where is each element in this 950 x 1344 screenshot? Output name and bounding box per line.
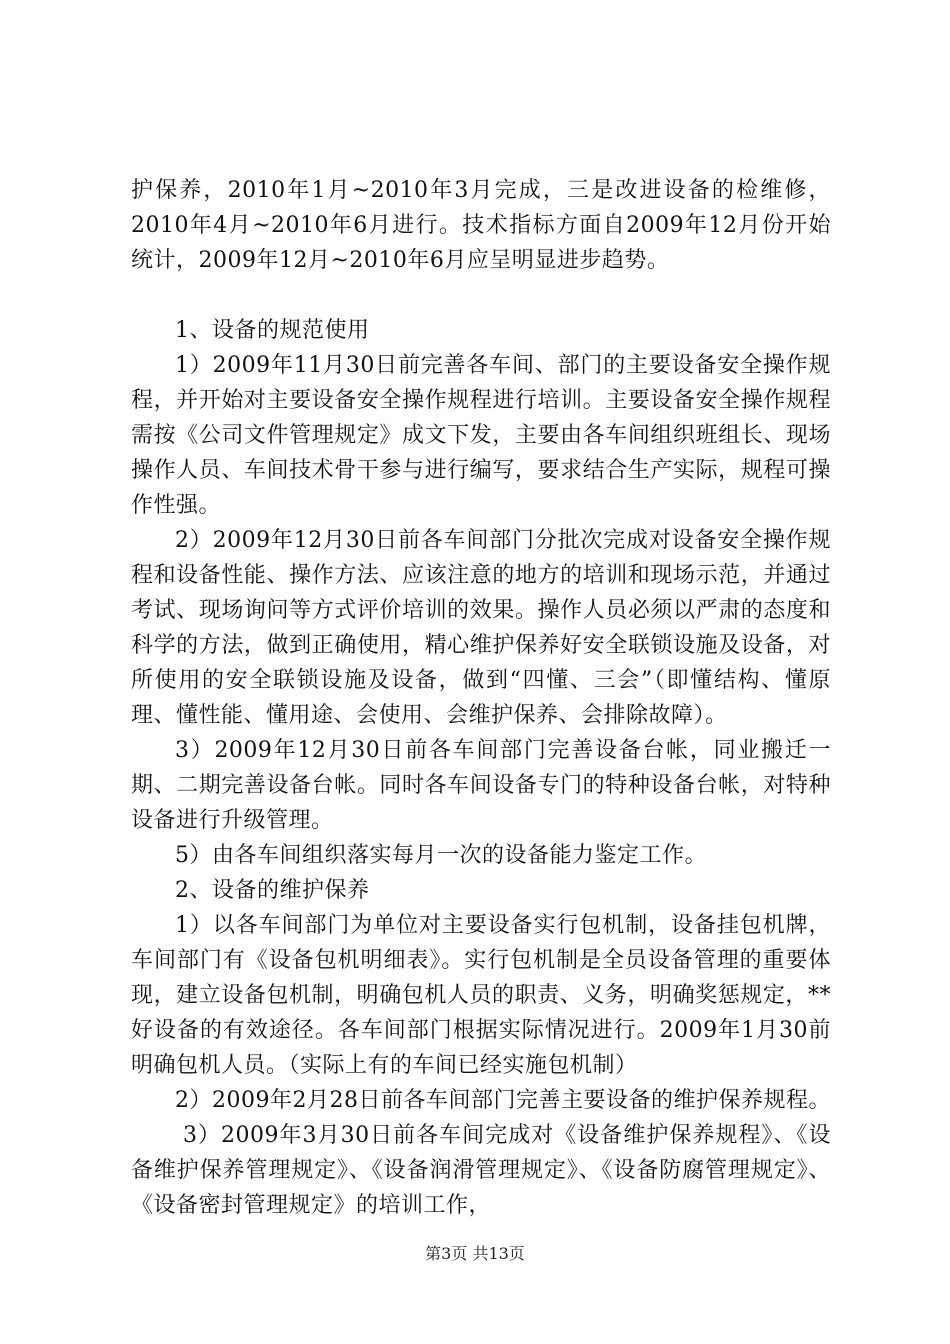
section-heading-usage: 1、设备的规范使用	[175, 318, 370, 343]
paragraph-item-3: 3）2009年12月30日前各车间部门完善设备台帐，同业搬迁一期、二期完善设备台帐。同时各车间设备专门的特种设备台帐，对特种设备进行升级管理。	[131, 738, 831, 833]
page-footer: 第3页 共13页	[425, 1244, 525, 1263]
paragraph-item-2: 2）2009年12月30日前各车间部门分批次完成对设备安全操作规程和设备性能、操作方法、应该注意的地方的培训和现场示范，并通过考试、现场询问等方式评价培训的效果。操作人员必须以严肃的态度和科学的方法，做到正确使用，精心维护保养好安全联锁设施及设备，对所使用的安全联锁设施及设备，做到“四懂、三会”（即懂结构、懂原理、懂性能、懂用途、会使用、会维护保养、会排除故障）。	[131, 528, 831, 728]
paragraph-item-1: 1）2009年11月30日前完善各车间、部门的主要设备安全操作规程，并开始对主要设备安全操作规程进行培训。主要设备安全操作规程需按《公司文件管理规定》成文下发，主要由各车间组织班组长、现场操作人员、车间技术骨干参与进行编写，要求结合生产实际，规程可操作性强。	[131, 353, 831, 518]
section-heading-maintenance: 2、设备的维护保养	[175, 878, 370, 903]
paragraph-item-5: 5）由各车间组织落实每月一次的设备能力鉴定工作。	[175, 843, 707, 868]
paragraph-maintenance-3: 3）2009年3月30日前各车间完成对《设备维护保养规程》、《设备维护保养管理规定》、《设备润滑管理规定》、《设备防腐管理规定》、《设备密封管理规定》的培训工作，	[131, 1123, 831, 1218]
paragraph-maintenance-2: 2）2009年2月28日前各车间部门完善主要设备的维护保养规程。	[175, 1088, 831, 1113]
paragraph-maintenance-1: 1）以各车间部门为单位对主要设备实行包机制，设备挂包机牌，车间部门有《设备包机明细表》。实行包机制是全员设备管理的重要体现，建立设备包机制，明确包机人员的职责、义务，明确奖惩规定，**好设备的有效途径。各车间部门根据实际情况进行。2009年1月30前明确包机人员。（实际上有的车间已经实施包机制）	[131, 913, 831, 1078]
paragraph-continuation: 护保养，2010年1月~2010年3月完成，三是改进设备的检维修，2010年4月~2010年6月进行。技术指标方面自2009年12月份开始统计，2009年12月~2010年6月应呈明显进步趋势。	[131, 178, 831, 273]
document-body	[131, 173, 831, 1223]
paragraph-spacer	[131, 278, 831, 313]
